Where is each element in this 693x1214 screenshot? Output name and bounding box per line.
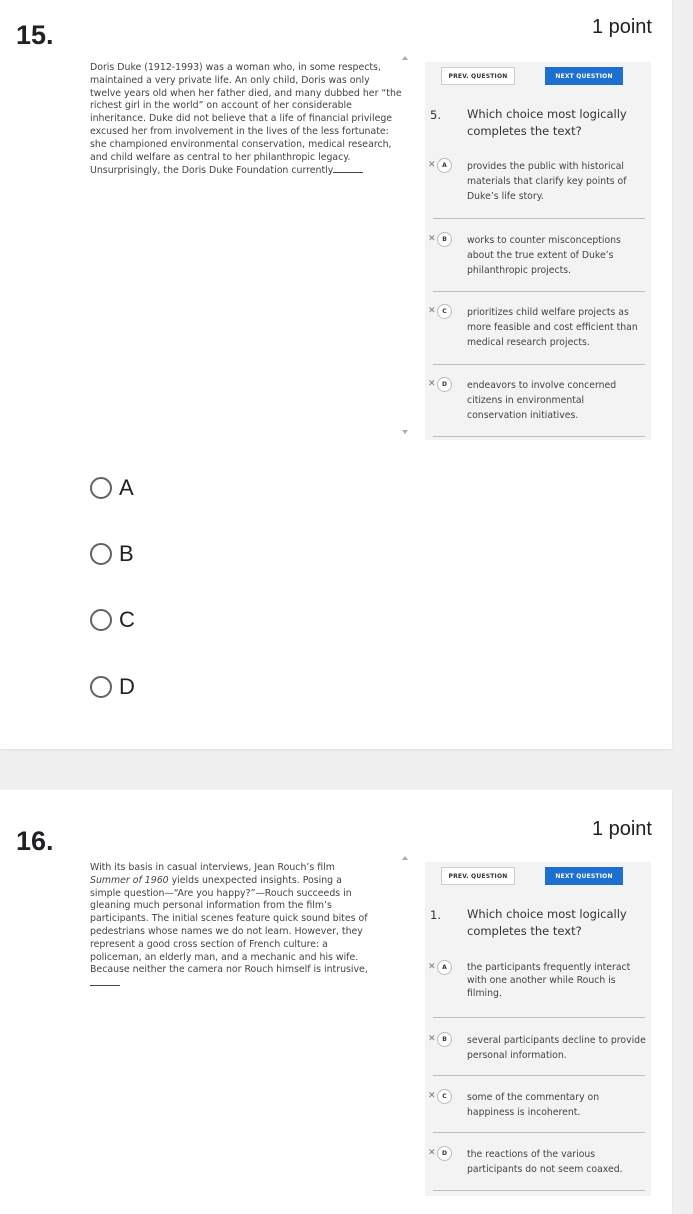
choice-label[interactable]: B <box>119 541 134 566</box>
question-panel <box>425 862 651 1196</box>
question-number: 16. <box>16 826 54 856</box>
passage-text: With its basis in casual interviews, Jean Rouch’s film Summer of 1960 yields unexpected insights. Posing a simple question—“Are you happy?”—Rouch succeeds in gleaning much personal information from the film’s participants. The initial scenes feature quick sound bites of pedestrians whose names we do not learn. However, they represent a good cross section of French culture: a policeman, an elderly man, and a mechanic and his wife. Because neither the camera nor Rouch himself is intrusive, <box>90 862 375 991</box>
divider <box>433 1017 645 1018</box>
question-index: 5. <box>430 108 441 122</box>
passage-text: Doris Duke (1912-1993) was a woman who, in some respects, maintained a very private life. An only child, Doris was only twelve years old when her father died, and many dubbed her “the richest girl in the world” on account of her considerable inheritance. Duke did not believe that a life of financial privilege excused her from involvement in the lives of the less fortunate: she championed environmental conservation, medical research, and child welfare as central to her philanthropic legacy. Unsurprisingly, the Doris Duke Foundation currently <box>90 62 402 177</box>
question-number: 15. <box>16 20 54 50</box>
option-letter: D <box>437 377 452 392</box>
choice-c[interactable] <box>90 607 135 633</box>
option-text: works to counter misconceptions about the true extent of Duke’s philanthropic projects. <box>467 235 621 276</box>
divider <box>433 364 645 365</box>
question-image <box>88 62 652 440</box>
question-panel <box>425 62 651 440</box>
next-question-button: NEXT QUESTION <box>545 67 623 85</box>
option-text: the participants frequently interact with one another while Rouch is filming. <box>467 962 631 999</box>
x-mark-icon: ✕ <box>428 962 436 972</box>
x-mark-icon: ✕ <box>428 1148 436 1158</box>
x-mark-icon: ✕ <box>428 1034 436 1044</box>
option-letter: B <box>437 232 452 247</box>
question-card-16 <box>0 790 672 1214</box>
scroll-down-icon <box>402 430 408 434</box>
divider <box>433 1190 645 1191</box>
option-letter: C <box>437 1089 452 1104</box>
option-letter: C <box>437 304 452 319</box>
option-letter: B <box>437 1032 452 1047</box>
prev-question-button: PREV. QUESTION <box>441 867 515 885</box>
question-points: 1 point <box>591 818 652 840</box>
radio-unchecked-icon[interactable] <box>90 477 112 499</box>
divider <box>433 1132 645 1133</box>
scroll-up-icon <box>402 56 408 60</box>
x-mark-icon: ✕ <box>428 160 436 170</box>
radio-unchecked-icon[interactable] <box>90 609 112 631</box>
choice-label[interactable]: A <box>119 475 134 500</box>
option-text: the reactions of the various participants do not seem coaxed. <box>467 1149 623 1175</box>
divider <box>433 218 645 219</box>
option-text: several participants decline to provide personal information. <box>467 1035 646 1061</box>
choice-label[interactable]: C <box>119 607 135 632</box>
option-text: provides the public with historical materials that clarify key points of Duke’s life story. <box>467 161 627 202</box>
option-text: some of the commentary on happiness is incoherent. <box>467 1092 600 1118</box>
x-mark-icon: ✕ <box>428 1091 436 1101</box>
option-text: prioritizes child welfare projects as more feasible and cost efficient than medical research projects. <box>467 307 638 348</box>
x-mark-icon: ✕ <box>428 306 436 316</box>
question-prompt: Which choice most logically completes the text? <box>467 907 627 938</box>
x-mark-icon: ✕ <box>428 234 436 244</box>
passage-blank <box>90 977 120 986</box>
option-text: endeavors to involve concerned citizens in environmental conservation initiatives. <box>467 380 617 421</box>
divider <box>433 436 645 437</box>
x-mark-icon: ✕ <box>428 379 436 389</box>
choice-b[interactable] <box>90 541 134 567</box>
prev-question-button: PREV. QUESTION <box>441 67 515 85</box>
question-index: 1. <box>430 908 441 922</box>
question-image <box>88 862 652 1196</box>
option-letter: A <box>437 960 452 975</box>
radio-unchecked-icon[interactable] <box>90 543 112 565</box>
divider <box>433 1075 645 1076</box>
next-question-button: NEXT QUESTION <box>545 867 623 885</box>
choice-label[interactable]: D <box>119 674 135 699</box>
scroll-up-icon <box>402 856 408 860</box>
question-points: 1 point <box>591 16 652 38</box>
radio-unchecked-icon[interactable] <box>90 676 112 698</box>
divider <box>433 291 645 292</box>
option-letter: D <box>437 1146 452 1161</box>
question-prompt: Which choice most logically completes the text? <box>467 107 627 138</box>
passage-blank <box>333 164 363 173</box>
option-letter: A <box>437 158 452 173</box>
choice-a[interactable] <box>90 475 134 501</box>
choice-d[interactable] <box>90 674 135 700</box>
